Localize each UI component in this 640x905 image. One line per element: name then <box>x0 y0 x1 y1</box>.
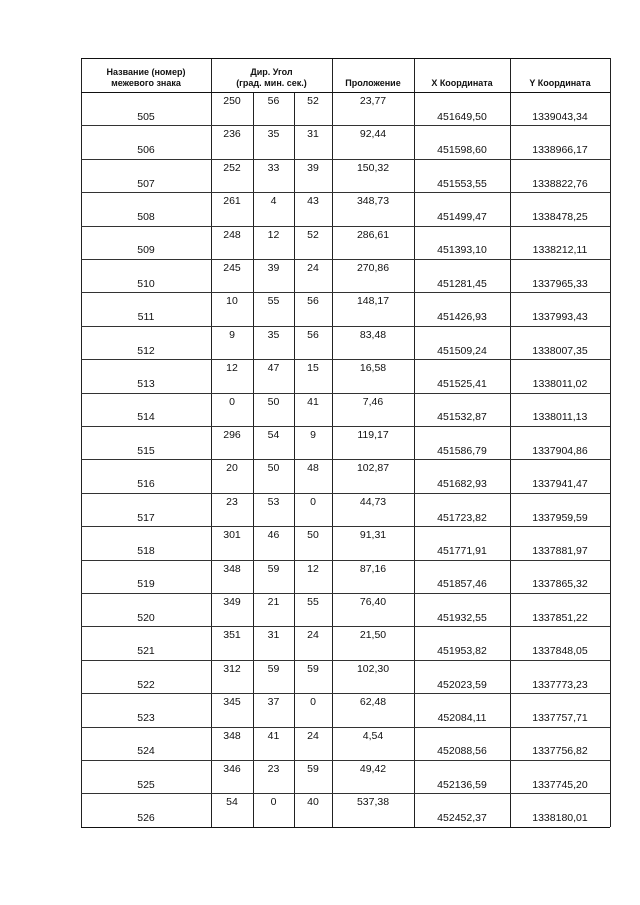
x-coordinate: 451682,93 <box>437 478 487 491</box>
angle-seconds: 0 <box>310 495 316 508</box>
angle-degrees: 345 <box>223 696 241 709</box>
row-divider <box>81 626 610 627</box>
angle-seconds: 40 <box>307 796 319 809</box>
distance-value: 4,54 <box>362 729 384 742</box>
distance-value: 348,73 <box>356 195 390 208</box>
distance-value: 148,17 <box>356 295 390 308</box>
y-coordinate: 1338212,11 <box>532 244 588 257</box>
row-divider <box>81 259 610 260</box>
row-divider <box>81 727 610 728</box>
angle-degrees: 250 <box>223 95 241 107</box>
angle-seconds: 52 <box>307 95 319 107</box>
angle-minutes: 23 <box>267 763 280 775</box>
y-coordinate: 1338007,35 <box>532 344 588 357</box>
distance-value: 119,17 <box>357 429 389 441</box>
row-divider <box>81 359 610 360</box>
header-name: Название (номер) межевого знака <box>106 67 186 88</box>
row-divider <box>81 526 610 527</box>
x-coordinate: 451509,24 <box>437 344 487 357</box>
point-name: 510 <box>137 277 155 290</box>
y-coordinate: 1337904,86 <box>532 444 588 457</box>
distance-value: 270,86 <box>356 262 390 274</box>
row-divider <box>81 226 610 227</box>
point-name: 509 <box>137 244 155 257</box>
distance-value: 102,87 <box>356 462 390 475</box>
angle-degrees: 245 <box>223 262 241 274</box>
y-coordinate: 1338180,01 <box>532 812 588 825</box>
angle-minutes: 54 <box>267 429 280 441</box>
x-coordinate: 451553,55 <box>437 177 487 190</box>
table-border <box>81 827 610 828</box>
angle-degrees: 349 <box>223 596 241 608</box>
row-divider <box>81 793 610 794</box>
row-divider <box>81 393 610 394</box>
angle-degrees: 301 <box>223 529 241 542</box>
point-name: 506 <box>137 144 155 157</box>
angle-seconds: 50 <box>307 529 319 542</box>
angle-degrees: 312 <box>223 662 241 675</box>
row-divider <box>81 159 610 160</box>
angle-minutes: 31 <box>267 629 280 642</box>
point-name: 520 <box>137 611 155 624</box>
angle-degrees: 23 <box>226 495 238 508</box>
distance-value: 49,42 <box>359 763 387 775</box>
x-coordinate: 452023,59 <box>437 678 487 691</box>
row-divider <box>81 493 610 494</box>
y-coordinate: 1338966,17 <box>532 144 588 157</box>
x-coordinate: 451953,82 <box>437 645 487 658</box>
x-coordinate: 452084,11 <box>437 711 487 724</box>
point-name: 518 <box>137 544 155 557</box>
y-coordinate: 1338011,13 <box>532 411 588 424</box>
distance-value: 286,61 <box>356 228 390 241</box>
x-coordinate: 452452,37 <box>437 812 487 825</box>
distance-value: 23,77 <box>359 95 387 107</box>
angle-degrees: 54 <box>226 796 238 809</box>
angle-minutes: 50 <box>267 395 280 408</box>
header-y-coordinate: Y Координата <box>529 78 591 88</box>
distance-value: 21,50 <box>359 629 387 642</box>
x-coordinate: 452088,56 <box>437 745 487 758</box>
row-divider <box>81 192 610 193</box>
row-divider <box>81 760 610 761</box>
angle-minutes: 55 <box>267 295 280 308</box>
angle-seconds: 52 <box>307 228 319 241</box>
table-border <box>81 58 610 59</box>
x-coordinate: 451393,10 <box>437 244 487 257</box>
angle-seconds: 55 <box>307 596 319 608</box>
y-coordinate: 1337773,23 <box>532 678 588 691</box>
x-coordinate: 451649,50 <box>437 110 487 123</box>
y-coordinate: 1337965,33 <box>532 277 588 290</box>
header-angle-units: (град. мин. сек.) <box>236 78 307 88</box>
y-coordinate: 1337745,20 <box>532 778 588 791</box>
point-name: 513 <box>137 377 155 390</box>
point-name: 512 <box>137 344 155 357</box>
y-coordinate: 1337757,71 <box>532 711 588 724</box>
point-name: 521 <box>137 645 155 658</box>
distance-value: 7,46 <box>362 395 384 408</box>
angle-degrees: 296 <box>223 429 241 441</box>
x-coordinate: 451771,91 <box>437 544 487 557</box>
y-coordinate: 1338011,02 <box>532 377 588 390</box>
distance-value: 102,30 <box>356 662 390 675</box>
point-name: 525 <box>137 778 155 791</box>
angle-minutes: 41 <box>267 729 280 742</box>
distance-value: 62,48 <box>359 696 387 709</box>
angle-seconds: 24 <box>307 729 319 742</box>
distance-value: 92,44 <box>359 128 387 141</box>
row-divider <box>81 660 610 661</box>
angle-seconds: 12 <box>307 562 319 575</box>
angle-minutes: 59 <box>267 562 280 575</box>
angle-seconds: 9 <box>310 429 316 441</box>
angle-minutes: 37 <box>267 696 280 709</box>
x-coordinate: 451525,41 <box>437 377 487 390</box>
angle-seconds: 24 <box>307 629 319 642</box>
distance-value: 76,40 <box>359 596 387 608</box>
header-distance: Проложение <box>345 78 401 88</box>
angle-minutes: 46 <box>267 529 280 542</box>
angle-minutes: 21 <box>267 596 280 608</box>
distance-value: 83,48 <box>359 328 387 341</box>
angle-degrees: 10 <box>226 295 238 308</box>
y-coordinate: 1337941,47 <box>532 478 588 491</box>
row-divider <box>81 459 610 460</box>
y-coordinate: 1337865,32 <box>532 578 588 591</box>
angle-minutes: 39 <box>267 262 280 274</box>
y-coordinate: 1337959,59 <box>532 511 588 524</box>
angle-degrees: 348 <box>223 562 241 575</box>
angle-degrees: 9 <box>229 328 235 341</box>
x-coordinate: 451586,79 <box>437 444 487 457</box>
y-coordinate: 1337756,82 <box>532 745 588 758</box>
angle-minutes: 0 <box>270 796 277 809</box>
distance-value: 16,58 <box>359 362 387 375</box>
angle-degrees: 0 <box>229 395 235 408</box>
point-name: 516 <box>137 478 155 491</box>
angle-seconds: 0 <box>310 696 316 709</box>
point-name: 523 <box>137 711 155 724</box>
y-coordinate: 1337881,97 <box>532 544 588 557</box>
y-coordinate: 1337993,43 <box>532 311 588 324</box>
row-divider <box>81 560 610 561</box>
distance-value: 91,31 <box>359 529 387 542</box>
header-x-coordinate: X Координата <box>431 78 493 88</box>
angle-minutes: 47 <box>267 362 280 375</box>
y-coordinate: 1337851,22 <box>532 611 588 624</box>
x-coordinate: 452136,59 <box>437 778 487 791</box>
point-name: 517 <box>137 511 155 524</box>
header-angle: Дир. Угол <box>250 67 293 77</box>
y-coordinate: 1338822,76 <box>532 177 588 190</box>
x-coordinate: 451281,45 <box>437 277 487 290</box>
angle-seconds: 59 <box>307 662 319 675</box>
point-name: 508 <box>137 210 155 223</box>
distance-value: 44,73 <box>359 495 387 508</box>
y-coordinate: 1338478,25 <box>532 210 588 223</box>
angle-seconds: 39 <box>307 161 319 174</box>
angle-degrees: 20 <box>226 462 238 475</box>
point-name: 507 <box>137 177 155 190</box>
angle-seconds: 43 <box>307 195 319 208</box>
y-coordinate: 1339043,34 <box>532 110 588 123</box>
angle-seconds: 15 <box>307 362 319 375</box>
point-name: 524 <box>137 745 155 758</box>
x-coordinate: 451499,47 <box>437 210 487 223</box>
angle-degrees: 351 <box>223 629 241 642</box>
angle-seconds: 56 <box>307 295 319 308</box>
angle-minutes: 53 <box>267 495 280 508</box>
point-name: 505 <box>137 110 155 123</box>
angle-minutes: 12 <box>267 228 280 241</box>
angle-seconds: 41 <box>307 395 319 408</box>
angle-degrees: 346 <box>223 763 241 775</box>
point-name: 514 <box>137 411 155 424</box>
angle-seconds: 24 <box>307 262 319 274</box>
angle-minutes: 35 <box>267 328 280 341</box>
row-divider <box>81 292 610 293</box>
row-divider <box>81 326 610 327</box>
angle-minutes: 50 <box>267 462 280 475</box>
x-coordinate: 451723,82 <box>437 511 487 524</box>
angle-degrees: 248 <box>223 228 241 241</box>
angle-degrees: 261 <box>223 195 241 208</box>
point-name: 526 <box>137 812 155 825</box>
point-name: 515 <box>137 444 155 457</box>
angle-minutes: 4 <box>270 195 277 208</box>
row-divider <box>81 426 610 427</box>
angle-seconds: 56 <box>307 328 319 341</box>
x-coordinate: 451857,46 <box>437 578 487 591</box>
x-coordinate: 451598,60 <box>437 144 487 157</box>
row-divider <box>81 125 610 126</box>
x-coordinate: 451532,87 <box>437 411 487 424</box>
column-border <box>610 58 611 827</box>
angle-minutes: 33 <box>267 161 280 174</box>
point-name: 511 <box>137 311 155 324</box>
y-coordinate: 1337848,05 <box>532 645 588 658</box>
point-name: 522 <box>137 678 155 691</box>
angle-minutes: 59 <box>267 662 280 675</box>
angle-degrees: 12 <box>226 362 238 375</box>
row-divider <box>81 593 610 594</box>
angle-minutes: 56 <box>267 95 280 107</box>
row-divider <box>81 693 610 694</box>
angle-degrees: 236 <box>223 128 241 141</box>
distance-value: 87,16 <box>359 562 387 575</box>
x-coordinate: 451932,55 <box>437 611 487 624</box>
header-divider <box>81 92 610 93</box>
distance-value: 537,38 <box>356 796 390 809</box>
angle-degrees: 252 <box>223 161 241 174</box>
angle-seconds: 48 <box>307 462 319 475</box>
angle-seconds: 31 <box>307 128 319 141</box>
angle-minutes: 35 <box>267 128 280 141</box>
angle-seconds: 59 <box>307 763 319 775</box>
x-coordinate: 451426,93 <box>437 311 487 324</box>
angle-degrees: 348 <box>223 729 241 742</box>
point-name: 519 <box>137 578 155 591</box>
distance-value: 150,32 <box>356 161 390 174</box>
